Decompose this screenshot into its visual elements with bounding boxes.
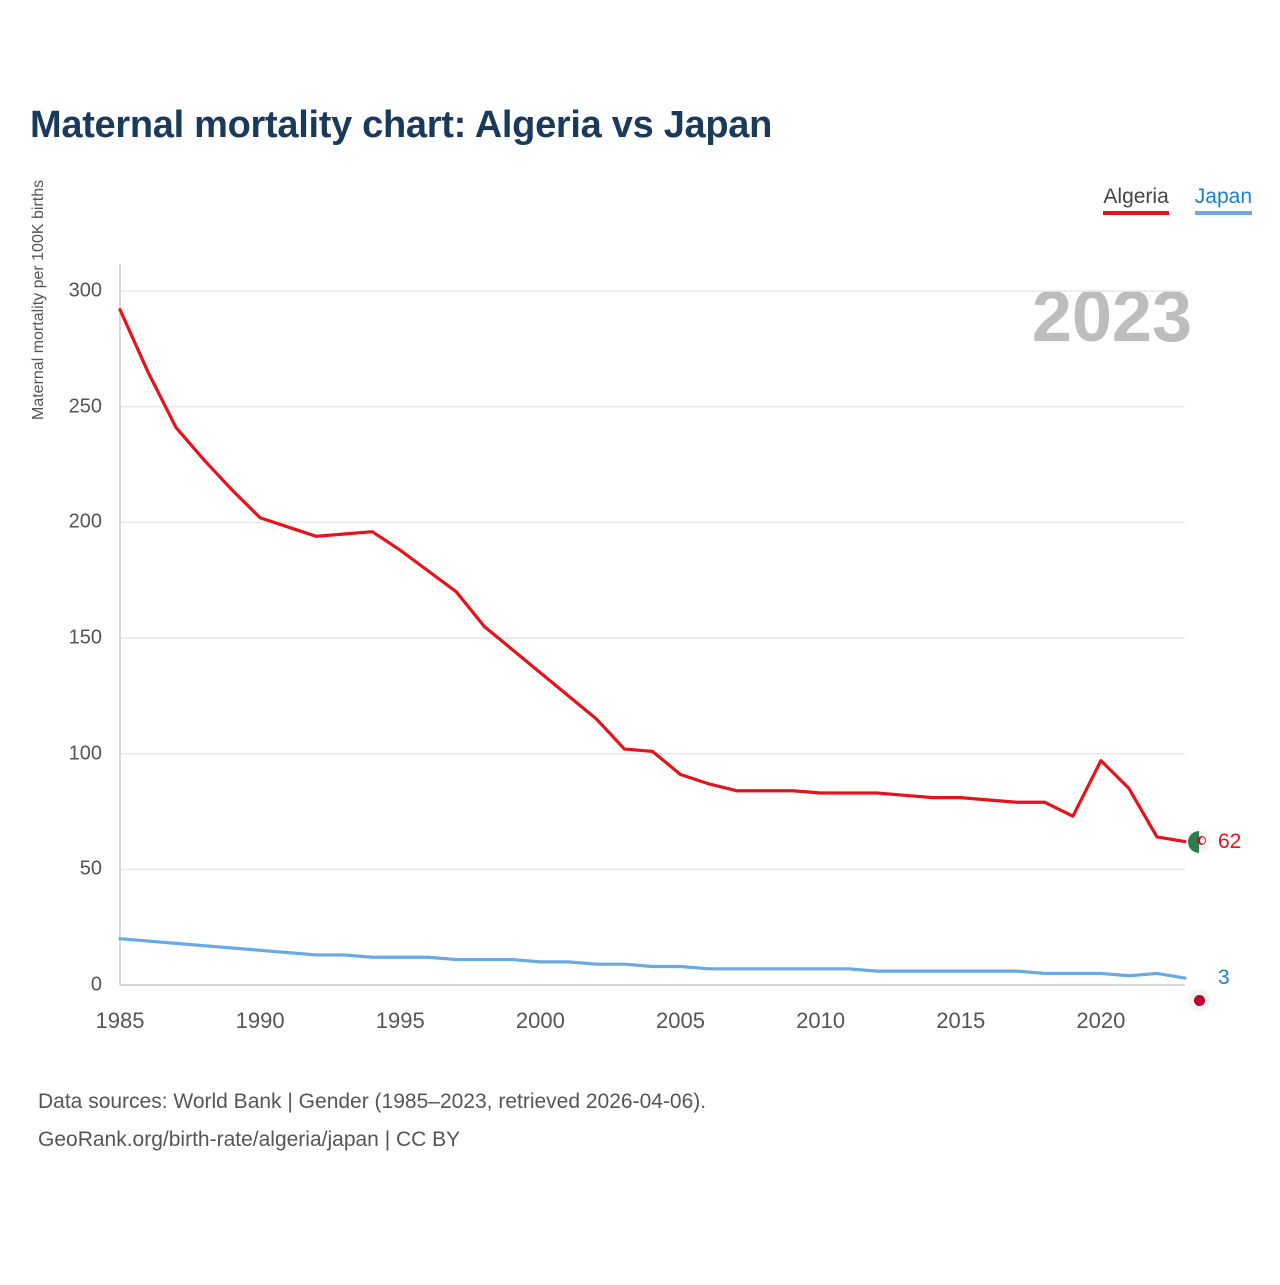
y-axis-tick: 200 — [68, 510, 102, 533]
y-axis-tick: 250 — [68, 395, 102, 418]
end-value-algeria: 62 — [1218, 829, 1242, 853]
x-axis-tick: 1995 — [375, 1008, 425, 1033]
footer-attribution: GeoRank.org/birth-rate/algeria/japan | CC BY — [38, 1128, 461, 1151]
flag-japan-icon — [1188, 989, 1210, 1011]
x-axis-tick: 2020 — [1076, 1008, 1126, 1033]
x-axis-tick: 1990 — [235, 1008, 285, 1033]
x-axis-tick: 2005 — [656, 1008, 705, 1033]
end-value-japan: 3 — [1218, 966, 1230, 990]
series-line-algeria — [120, 310, 1185, 842]
year-badge: 2023 — [1031, 277, 1192, 357]
footer-data-sources: Data sources: World Bank | Gender (1985–2023, retrieved 2026-04-06). — [38, 1090, 707, 1113]
series-line-japan — [120, 939, 1185, 978]
x-axis-tick: 2000 — [515, 1008, 565, 1033]
y-axis-tick: 100 — [68, 742, 102, 765]
page-title: Maternal mortality chart: Algeria vs Japan — [30, 104, 773, 146]
y-axis-tick: 300 — [68, 279, 102, 302]
legend-label-japan: Japan — [1194, 185, 1252, 208]
y-axis-tick: 0 — [90, 973, 102, 996]
y-axis-tick: 50 — [79, 857, 102, 880]
x-axis-tick: 1985 — [95, 1008, 145, 1033]
x-axis-tick: 2010 — [796, 1008, 846, 1033]
flag-algeria-icon — [1188, 831, 1210, 853]
y-axis-title: Maternal mortality per 100K births — [30, 179, 47, 420]
y-axis-tick: 150 — [68, 626, 102, 649]
legend-label-algeria: Algeria — [1103, 185, 1169, 208]
x-axis-tick: 2015 — [936, 1008, 986, 1033]
